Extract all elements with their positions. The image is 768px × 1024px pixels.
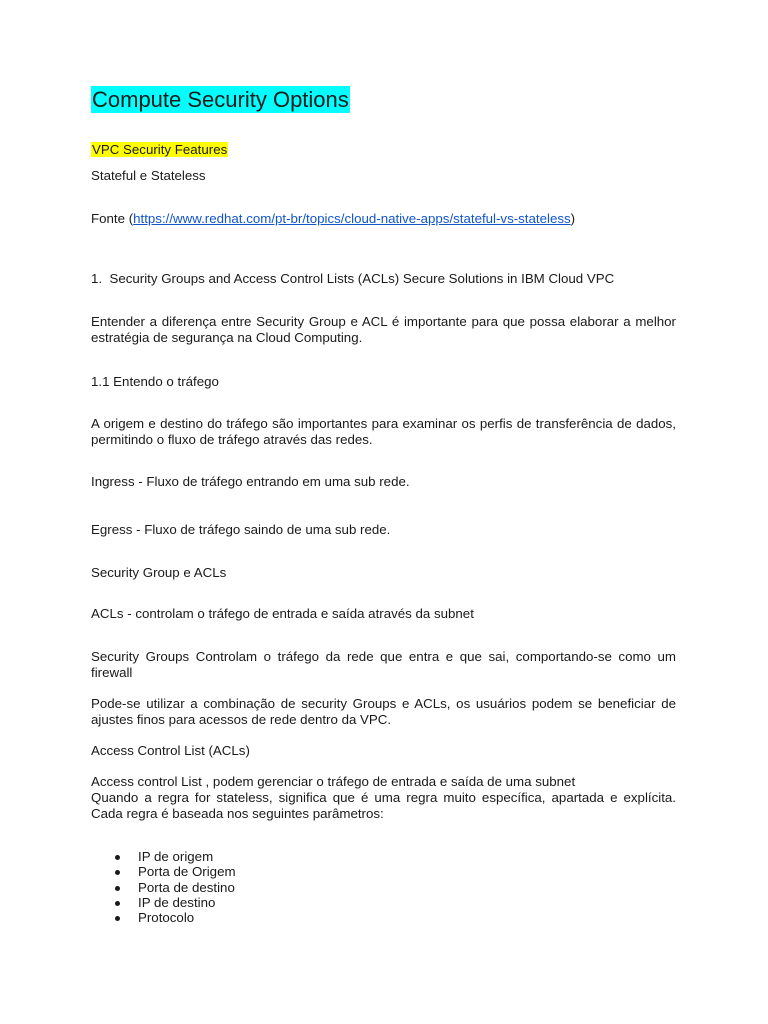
list-item: IP de origem <box>91 849 236 864</box>
parameter-list <box>91 849 236 925</box>
acl-line-1: Access control List , podem gerenciar o tráfego de entrada e saída de uma subnet <box>91 774 576 789</box>
security-groups-text: Security Groups Controlam o tráfego da rede que entra e que sai, comportando-se como um firewall <box>91 649 676 680</box>
source-line <box>91 211 575 227</box>
bullet-icon <box>115 901 120 906</box>
section-heading <box>91 142 228 158</box>
numbered-heading: 1. Security Groups and Access Control Lists (ACLs) Secure Solutions in IBM Cloud VPC <box>91 271 615 286</box>
source-prefix: Fonte ( <box>91 211 134 226</box>
list-item: Protocolo <box>91 910 236 925</box>
page-title: Compute Security Options <box>92 87 349 112</box>
bullet-icon <box>115 886 120 891</box>
sg-acls-heading: Security Group e ACLs <box>91 565 227 580</box>
bullet-icon <box>115 855 120 860</box>
acls-text: ACLs - controlam o tráfego de entrada e saída através da subnet <box>91 606 474 621</box>
bullet-icon <box>115 870 120 875</box>
paragraph-traffic: A origem e destino do tráfego são importantes para examinar os perfis de transferência de dados, permitindo o fluxo de tráfego através das redes. <box>91 416 676 447</box>
list-item: Porta de destino <box>91 880 236 895</box>
acl-line-2: Quando a regra for stateless, significa que é uma regra muito específica, apartada e explícita. Cada regra é baseada nos seguintes parâmetros: <box>91 790 676 821</box>
subtitle: Stateful e Stateless <box>91 168 206 183</box>
source-suffix: ) <box>570 211 576 226</box>
paragraph-security-group-acl: Entender a diferença entre Security Group e ACL é importante para que possa elaborar a melhor estratégia de segurança na Cloud Computing. <box>91 314 676 345</box>
source-link[interactable]: https://www.redhat.com/pt-br/topics/cloud-native-apps/stateful-vs-stateless <box>133 211 571 226</box>
combination-text: Pode-se utilizar a combinação de security Groups e ACLs, os usuários podem se beneficiar de ajustes finos para acessos de rede dentro da VPC. <box>91 696 676 727</box>
bullet-icon <box>115 916 120 921</box>
acl-heading: Access Control List (ACLs) <box>91 743 250 758</box>
list-item: IP de destino <box>91 895 236 910</box>
ingress-text: Ingress - Fluxo de tráfego entrando em uma sub rede. <box>91 474 410 489</box>
list-item: Porta de Origem <box>91 864 236 879</box>
egress-text: Egress - Fluxo de tráfego saindo de uma sub rede. <box>91 522 391 537</box>
subheading-traffic: 1.1 Entendo o tráfego <box>91 374 219 389</box>
section-heading-text: VPC Security Features <box>92 142 228 157</box>
